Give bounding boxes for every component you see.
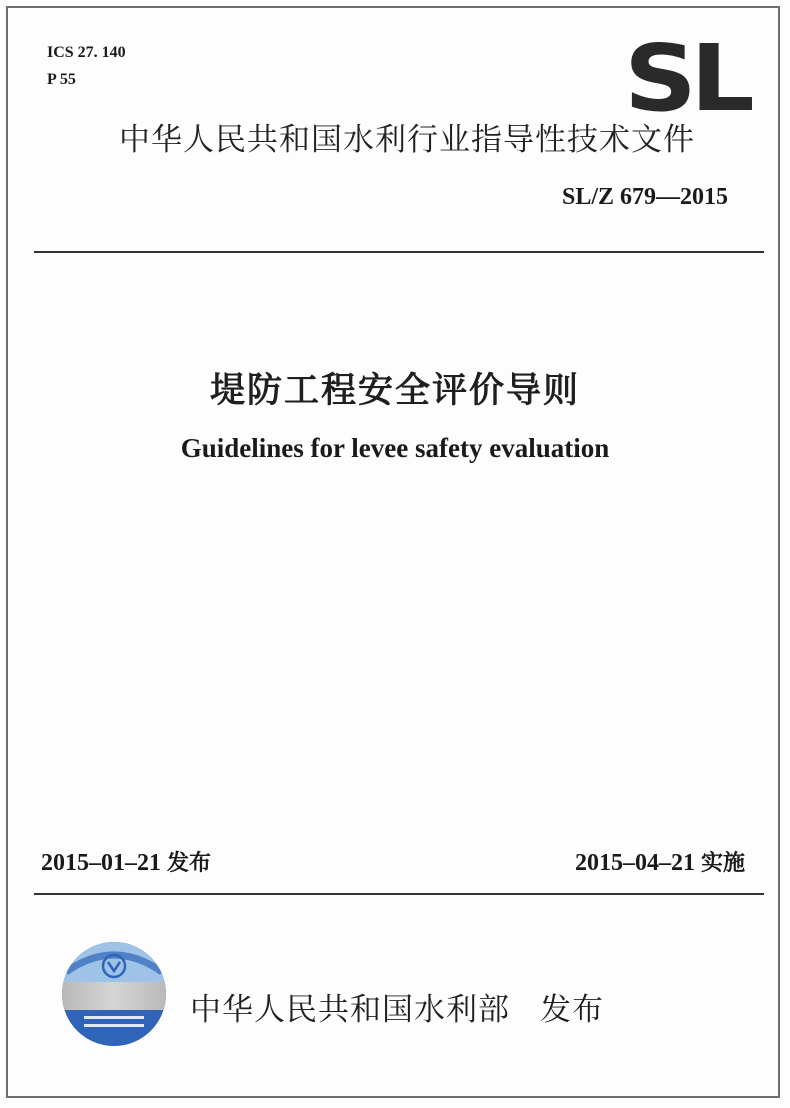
implementation-label: 实施	[700, 851, 745, 876]
ics-code: ICS 27. 140	[47, 44, 126, 61]
issuer-name: 中华人民共和国水利部	[190, 992, 510, 1028]
title-chinese: 堤防工程安全评价导则	[209, 371, 580, 411]
implementation-date-line	[575, 846, 745, 877]
document-number: SL/Z 679—2015	[561, 184, 728, 210]
cover-border	[6, 6, 780, 1098]
title-english: Guidelines for levee safety evaluation	[180, 433, 610, 463]
seal-graphic	[62, 942, 166, 1046]
issue-date: 2015–01–21	[41, 850, 161, 876]
issue-date-line	[41, 846, 211, 877]
document-type-heading: 中华人民共和国水利行业指导性技术文件	[119, 122, 695, 158]
anti-counterfeit-seal-icon	[62, 942, 166, 1046]
ccs-code: P 55	[47, 71, 76, 88]
implementation-date: 2015–04–21	[574, 850, 695, 876]
top-divider	[34, 251, 764, 253]
bottom-divider	[34, 893, 764, 895]
issue-label: 发布	[167, 851, 212, 876]
issuer-line	[190, 984, 604, 1029]
sl-logo: SL	[624, 25, 749, 132]
issuer-action: 发布	[540, 992, 604, 1028]
